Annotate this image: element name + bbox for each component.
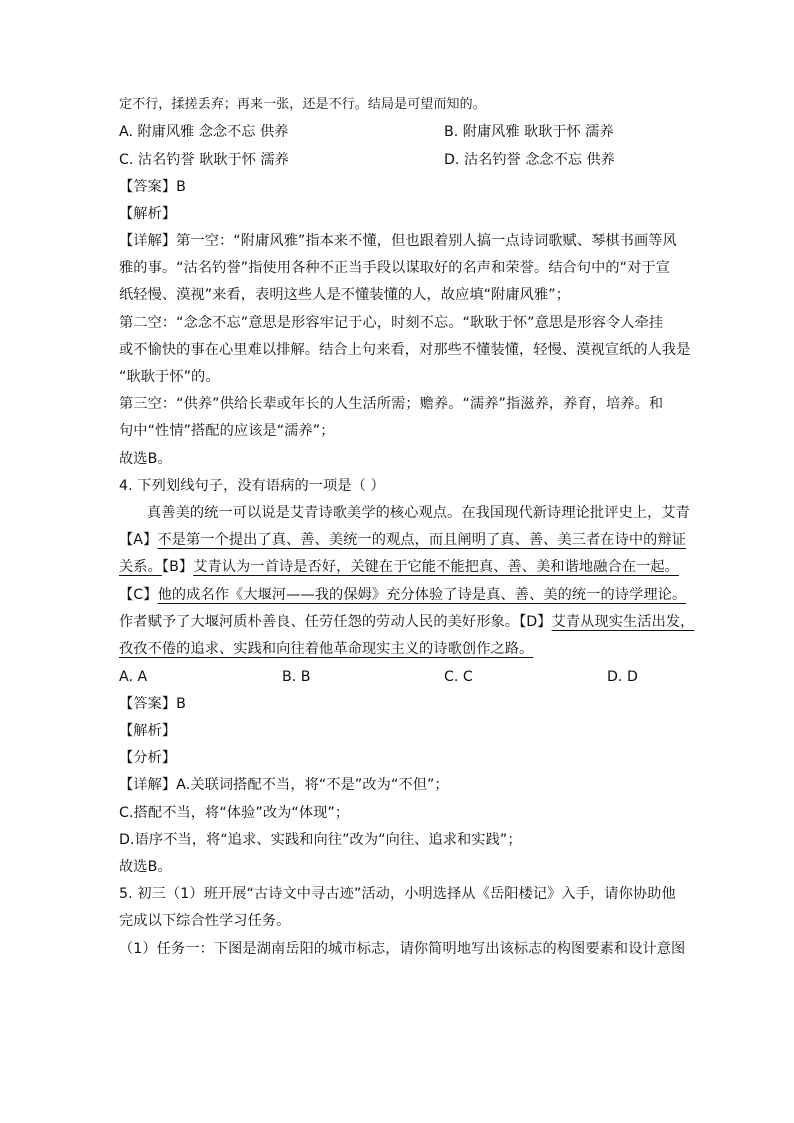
q4-tag-a: 【A】	[119, 532, 158, 548]
q3-detail-line: 或不愉快的事在心里难以排解。结合上句来看，对那些不懂装懂，轻慢、漠视宣纸的人我是	[119, 342, 691, 358]
q3-detail-line: 【详解】第一空：“附庸风雅”指本来不懂，但也跟着别人搞一点诗词歌赋、琴棋书画等风	[119, 233, 677, 249]
q4-analysis-label: 【解析】	[119, 723, 177, 739]
q4-option-d: D. D	[607, 669, 638, 685]
q3-detail-line: 第二空：“念念不忘”意思是形容牢记于心，时刻不忘。“耿耿于怀”意思是形容令人牵挂	[119, 315, 664, 331]
q4-tag-b: 【B】	[161, 559, 194, 575]
q4-plain-sentence: 作者赋予了大堰河质朴善良、任劳任怨的劳动人民的美好形象。	[119, 614, 520, 630]
q4-underlined-sentence-d-cont: 孜孜不倦的追求、实践和向往着他革命现实主义的诗歌创作之路。	[119, 641, 534, 657]
q3-detail-line: 第三空：“供养”供给长辈或年长的人生活所需；赡养。“濡养”指滋养，养育，培养。和	[119, 396, 664, 412]
q4-stem: 4. 下列划线句子，没有语病的一项是（ ）	[119, 478, 385, 494]
q3-detail-line: 句中“性情”搭配的应该是“濡养”；	[119, 423, 335, 439]
q3-option-b: B. 附庸风雅 耿耿于怀 濡养	[444, 124, 614, 140]
q4-passage-line: 真善美的统一可以说是艾青诗歌美学的核心观点。在我国现代新诗理论批评史上，艾青	[147, 505, 690, 521]
q3-option-c: C. 沽名钓誉 耿耿于怀 濡养	[119, 152, 289, 168]
q4-passage-line	[119, 585, 686, 605]
q4-detail-line: 故选B。	[119, 859, 172, 875]
q5-line: （1）任务一：下图是湖南岳阳的城市标志，请你简明地写出该标志的构图要素和设计意图	[119, 941, 686, 957]
q4-underlined-sentence-a-cont: 关系。	[119, 559, 162, 575]
q3-detail-line: 故选B。	[119, 451, 172, 467]
q4-underlined-sentence-c: 他的成名作《大堰河——我的保姆》充分体验了诗是真、善、美的统一的诗学理论。	[157, 587, 687, 603]
q4-tag-d: 【D】	[519, 614, 552, 630]
q4-underlined-sentence-a: 不是第一个提出了真、善、美统一的观点，而且阐明了真、善、美三者在诗中的辩证	[157, 532, 687, 548]
q4-passage-line	[119, 612, 694, 632]
q4-underlined-sentence-b: 艾青认为一首诗是否好，关键在于它能不能把真、善、美和谐地融合在一起。	[193, 559, 679, 575]
q3-detail-line: “耿耿于怀”的。	[119, 369, 220, 385]
q4-tag-c: 【C】	[119, 587, 158, 603]
q4-detail-line: 【详解】A.关联词搭配不当，将“不是”改为“不但”；	[119, 777, 449, 793]
q3-option-d: D. 沽名钓誉 念念不忘 供养	[444, 152, 615, 168]
q4-passage-line	[119, 557, 679, 577]
q3-option-a: A. 附庸风雅 念念不忘 供养	[119, 124, 289, 140]
q4-underlined-sentence-d: 艾青从现实生活出发，	[551, 614, 695, 630]
q4-option-a: A. A	[119, 669, 148, 685]
q5-line: 完成以下综合性学习任务。	[119, 913, 291, 929]
q3-answer: 【答案】B	[119, 179, 186, 195]
q4-option-b: B. B	[282, 669, 311, 685]
q5-line: 5. 初三（1）班开展“古诗文中寻古迹”活动，小明选择从《岳阳楼记》入手，请你协助他	[119, 886, 676, 902]
q3-detail-line: 雅的事。“沽名钓誉”指使用各种不正当手段以谋取好的名声和荣誉。结合句中的“对于宣	[119, 260, 670, 276]
q4-detail-line: C.搭配不当，将“体验”改为“体现”；	[119, 805, 350, 821]
q4-answer: 【答案】B	[119, 696, 186, 712]
q3-analysis-label: 【解析】	[119, 206, 177, 222]
q4-analysis-sub: 【分析】	[119, 750, 177, 766]
carryover-line: 定不行，揉搓丢弃；再来一张，还是不行。结局是可望而知的。	[119, 97, 486, 112]
q4-passage-line	[119, 639, 533, 659]
q4-detail-line: D.语序不当，将“追求、实践和向往”改为“向往、追求和实践”；	[119, 832, 522, 848]
q4-passage-line	[119, 530, 686, 550]
q3-detail-line: 纸轻慢、漠视”来看，表明这些人是不懂装懂的人，故应填“附庸风雅”；	[119, 287, 570, 303]
q4-option-c: C. C	[444, 669, 473, 685]
